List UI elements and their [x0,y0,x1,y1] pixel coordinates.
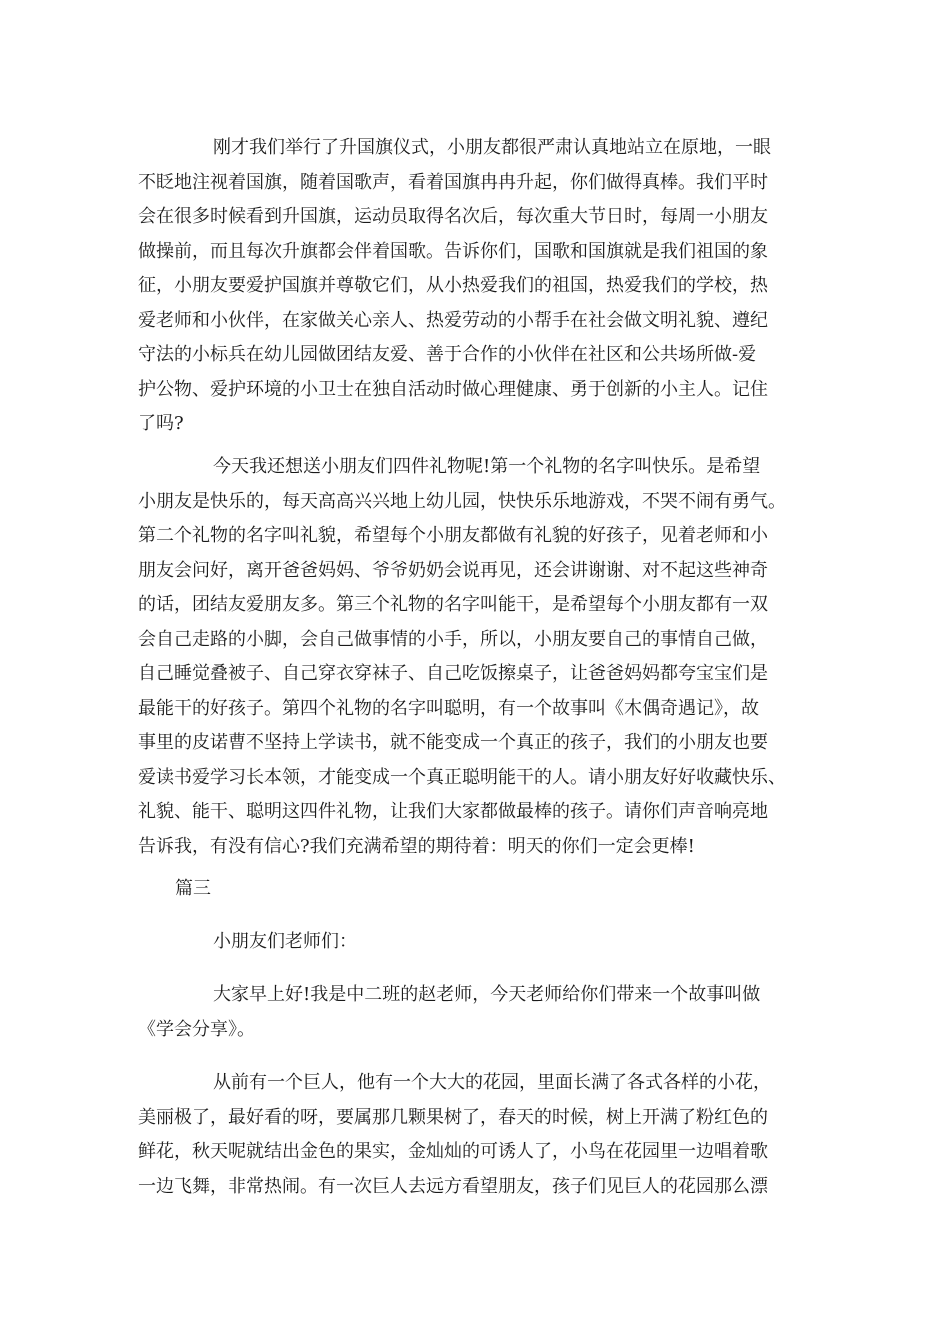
text-line: 一边飞舞，非常热闹。有一次巨人去远方看望朋友，孩子们见巨人的花园那么漂 [138,1175,768,1197]
text-line: 今天我还想送小朋友们四件礼物呢!第一个礼物的名字叫快乐。是希望 [213,456,761,477]
text-line: 爱读书爱学习长本领，才能变成一个真正聪明能干的人。请小朋友好好收藏快乐、 [138,766,786,788]
text-line: 了吗? [138,413,184,434]
text-line: 小朋友是快乐的，每天高高兴兴地上幼儿园，快快乐乐地游戏，不哭不闹有勇气。 [138,490,786,512]
text-line: 会自己走路的小脚，会自己做事情的小手，所以，小朋友要自己的事情自己做， [138,628,768,650]
text-line: 礼貌、能干、聪明这四件礼物，让我们大家都做最棒的孩子。请你们声音响亮地 [138,801,768,822]
text-line: 会在很多时候看到升国旗，运动员取得名次后，每次重大节日时，每周一小朋友 [138,206,768,227]
paragraph-story [138,1066,818,1204]
text-line: 事里的皮诺曹不坚持上学读书，就不能变成一个真正的孩子，我们的小朋友也要 [138,732,768,753]
text-line: 从前有一个巨人，他有一个大大的花园，里面长满了各式各样的小花， [213,1072,771,1093]
greeting-line: 小朋友们老师们： [213,931,357,952]
text-line: 征，小朋友要爱护国旗并尊敬它们，从小热爱我们的祖国，热爱我们的学校，热 [138,275,768,296]
text-line: 第二个礼物的名字叫礼貌，希望每个小朋友都做有礼貌的好孩子，见着老师和小 [138,525,768,546]
paragraph-four-gifts [138,450,818,864]
section-title: 篇三 [175,878,211,899]
text-line: 自己睡觉叠被子、自己穿衣穿袜子、自己吃饭擦桌子，让爸爸妈妈都夸宝宝们是 [138,663,768,684]
text-line: 美丽极了，最好看的呀，要属那几颗果树了，春天的时候，树上开满了粉红色的 [138,1106,768,1128]
paragraph-flag-ceremony [138,131,818,442]
text-line: 守法的小标兵在幼儿园做团结友爱、善于合作的小伙伴在社区和公共场所做-爱 [138,344,757,365]
text-line: 告诉我，有没有信心?我们充满希望的期待着：明天的你们一定会更棒! [138,835,695,857]
text-line: 爱老师和小伙伴，在家做关心亲人、热爱劳动的小帮手在社会做文明礼貌、遵纪 [138,309,768,331]
text-line: 的话，团结友爱朋友多。第三个礼物的名字叫能干，是希望每个小朋友都有一双 [138,594,768,615]
text-line: 做操前，而且每次升旗都会伴着国歌。告诉你们，国歌和国旗就是我们祖国的象 [138,240,768,262]
text-line: 不眨地注视着国旗，随着国歌声，看着国旗冉冉升起，你们做得真棒。我们平时 [138,171,768,193]
text-line: 最能干的好孩子。第四个礼物的名字叫聪明，有一个故事叫《木偶奇遇记》，故 [138,697,759,719]
text-line: 鲜花，秋天呢就结出金色的果实，金灿灿的可诱人了，小鸟在花园里一边唱着歌 [138,1141,768,1162]
greeting-block [138,925,818,960]
paragraph-intro [138,978,818,1047]
text-line: 《学会分享》。 [138,1018,255,1040]
text-line: 刚才我们举行了升国旗仪式，小朋友都很严肃认真地站立在原地，一眼 [213,137,771,158]
text-line: 护公物、爱护环境的小卫士在独自活动时做心理健康、勇于创新的小主人。记住 [138,378,768,400]
text-line: 朋友会问好，离开爸爸妈妈、爷爷奶奶会说再见，还会讲谢谢、对不起这些神奇 [138,559,768,581]
section-heading [138,872,818,907]
text-line: 大家早上好!我是中二班的赵老师，今天老师给你们带来一个故事叫做 [213,984,761,1005]
